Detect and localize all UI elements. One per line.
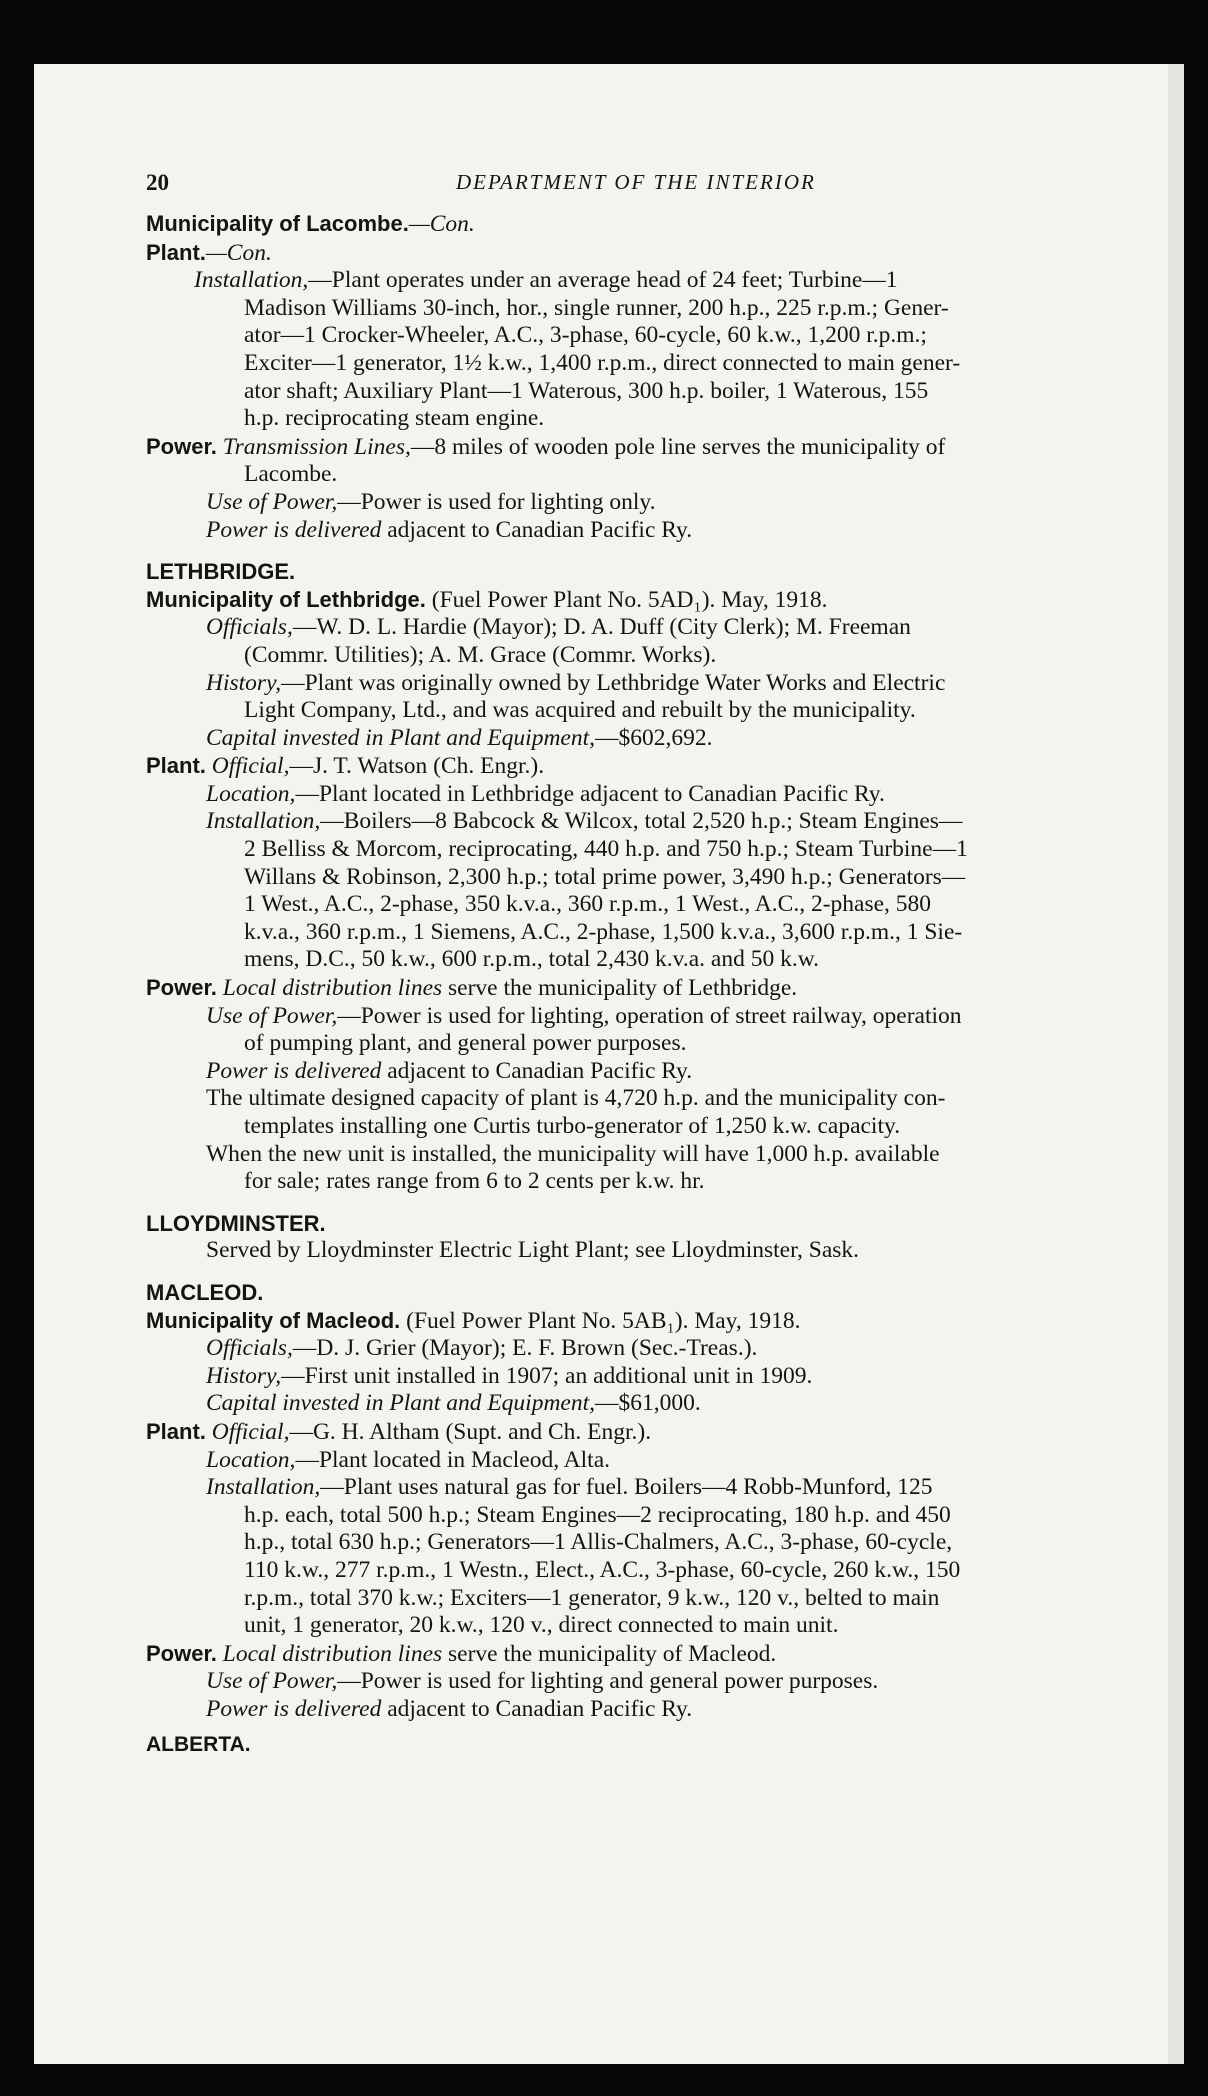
page-footer-province: ALBERTA. <box>146 1733 251 1757</box>
section-heading-macleod: MACLEOD. <box>146 1279 264 1305</box>
document-page <box>34 64 1184 2064</box>
page-text-block <box>146 170 1184 1759</box>
line: Use of Power,—Power is used for lighting, operation of street railway, operation <box>206 1002 962 1029</box>
line: The ultimate designed capacity of plant is 4,720 h.p. and the municipality con- <box>206 1085 946 1112</box>
line: for sale; rates range from 6 to 2 cents per k.w. hr. <box>244 1168 705 1195</box>
line: Officials,—D. J. Grier (Mayor); E. F. Brown (Sec.-Treas.). <box>206 1335 758 1362</box>
line: Willans & Robinson, 2,300 h.p.; total prime power, 3,490 h.p.; Generators— <box>244 863 966 890</box>
line: History,—First unit installed in 1907; an additional unit in 1909. <box>206 1362 813 1389</box>
line: h.p. reciprocating steam engine. <box>244 405 545 432</box>
line: of pumping plant, and general power purposes. <box>244 1030 687 1057</box>
line: mens, D.C., 50 k.w., 600 r.p.m., total 2,430 k.v.a. and 50 k.w. <box>244 946 820 973</box>
line: Power. Local distribution lines serve the municipality of Macleod. <box>146 1640 777 1667</box>
line: Power. Transmission Lines,—8 miles of wooden pole line serves the municipality of <box>146 433 946 460</box>
line: ator—1 Crocker-Wheeler, A.C., 3-phase, 60-cycle, 60 k.w., 1,200 r.p.m.; <box>244 322 927 349</box>
line: Municipality of Lethbridge. (Fuel Power Plant No. 5AD₁). May, 1918. <box>146 586 828 613</box>
line: Power is delivered adjacent to Canadian Pacific Ry. <box>206 1695 693 1722</box>
section-heading-lethbridge: LETHBRIDGE. <box>146 559 296 585</box>
line: Capital invested in Plant and Equipment,—$602,692. <box>206 724 713 751</box>
line: h.p., total 630 h.p.; Generators—1 Allis-Chalmers, A.C., 3-phase, 60-cycle, <box>244 1529 953 1556</box>
running-head: DEPARTMENT OF THE INTERIOR <box>456 170 816 194</box>
line: 110 k.w., 277 r.p.m., 1 Westn., Elect., A.C., 3-phase, 60-cycle, 260 k.w., 150 <box>244 1556 961 1583</box>
line: (Commr. Utilities); A. M. Grace (Commr. Works). <box>244 641 717 668</box>
section-heading-lloydminster: LLOYDMINSTER. <box>146 1210 326 1236</box>
line: unit, 1 generator, 20 k.w., 120 v., direct connected to main unit. <box>244 1612 839 1639</box>
line: Plant.—Con. <box>146 239 272 266</box>
line: h.p. each, total 500 h.p.; Steam Engines—2 reciprocating, 180 h.p. and 450 <box>244 1501 951 1528</box>
line: ator shaft; Auxiliary Plant—1 Waterous, 300 h.p. boiler, 1 Waterous, 155 <box>244 377 929 404</box>
line: Use of Power,—Power is used for lighting and general power purposes. <box>206 1668 879 1695</box>
page-number: 20 <box>146 170 169 195</box>
line: Municipality of Lacombe.—Con. <box>146 211 475 237</box>
line: Installation,—Plant operates under an average head of 24 feet; Turbine—1 <box>194 267 898 294</box>
line: Exciter—1 generator, 1½ k.w., 1,400 r.p.m., direct connected to main gener- <box>244 349 961 376</box>
line: templates installing one Curtis turbo-generator of 1,250 k.w. capacity. <box>244 1113 901 1139</box>
line: Madison Williams 30-inch, hor., single runner, 200 h.p., 225 r.p.m.; Gener- <box>244 294 949 321</box>
line: Officials,—W. D. L. Hardie (Mayor); D. A. Duff (City Clerk); M. Freeman <box>206 614 911 641</box>
line: Location,—Plant located in Macleod, Alta. <box>206 1446 611 1473</box>
line: r.p.m., total 370 k.w.; Exciters—1 generator, 9 k.w., 120 v., belted to main <box>244 1584 940 1611</box>
line: Installation,—Plant uses natural gas for fuel. Boilers—4 Robb-Munford, 125 <box>206 1474 933 1501</box>
line: 2 Belliss & Morcom, reciprocating, 440 h.p. and 750 h.p.; Steam Turbine—1 <box>244 836 968 863</box>
line: Power is delivered adjacent to Canadian Pacific Ry. <box>206 516 693 543</box>
line: Location,—Plant located in Lethbridge adjacent to Canadian Pacific Ry. <box>206 780 885 807</box>
line: Municipality of Macleod. (Fuel Power Plant No. 5AB₁). May, 1918. <box>146 1307 801 1334</box>
line: Plant. Official,—G. H. Altham (Supt. and Ch. Engr.). <box>146 1418 652 1445</box>
line: Use of Power,—Power is used for lighting only. <box>206 488 656 515</box>
line: 1 West., A.C., 2-phase, 350 k.v.a., 360 r.p.m., 1 West., A.C., 2-phase, 580 <box>244 891 932 918</box>
line: Installation,—Boilers—8 Babcock & Wilcox, total 2,520 h.p.; Steam Engines— <box>206 808 963 835</box>
line: Served by Lloydminster Electric Light Plant; see Lloydminster, Sask. <box>206 1237 860 1264</box>
line: Power. Local distribution lines serve the municipality of Lethbridge. <box>146 975 798 1002</box>
page-header <box>146 170 1184 210</box>
line: History,—Plant was originally owned by Lethbridge Water Works and Electric <box>206 669 946 696</box>
line: Lacombe. <box>244 461 338 488</box>
line: Power is delivered adjacent to Canadian Pacific Ry. <box>206 1057 693 1084</box>
line: When the new unit is installed, the municipality will have 1,000 h.p. available <box>206 1140 940 1167</box>
line: k.v.a., 360 r.p.m., 1 Siemens, A.C., 2-phase, 1,500 k.v.a., 3,600 r.p.m., 1 Sie- <box>244 918 963 945</box>
line: Plant. Official,—J. T. Watson (Ch. Engr.). <box>146 753 545 780</box>
line: Capital invested in Plant and Equipment,—$61,000. <box>206 1390 701 1417</box>
line: Light Company, Ltd., and was acquired and rebuilt by the municipality. <box>244 697 916 724</box>
